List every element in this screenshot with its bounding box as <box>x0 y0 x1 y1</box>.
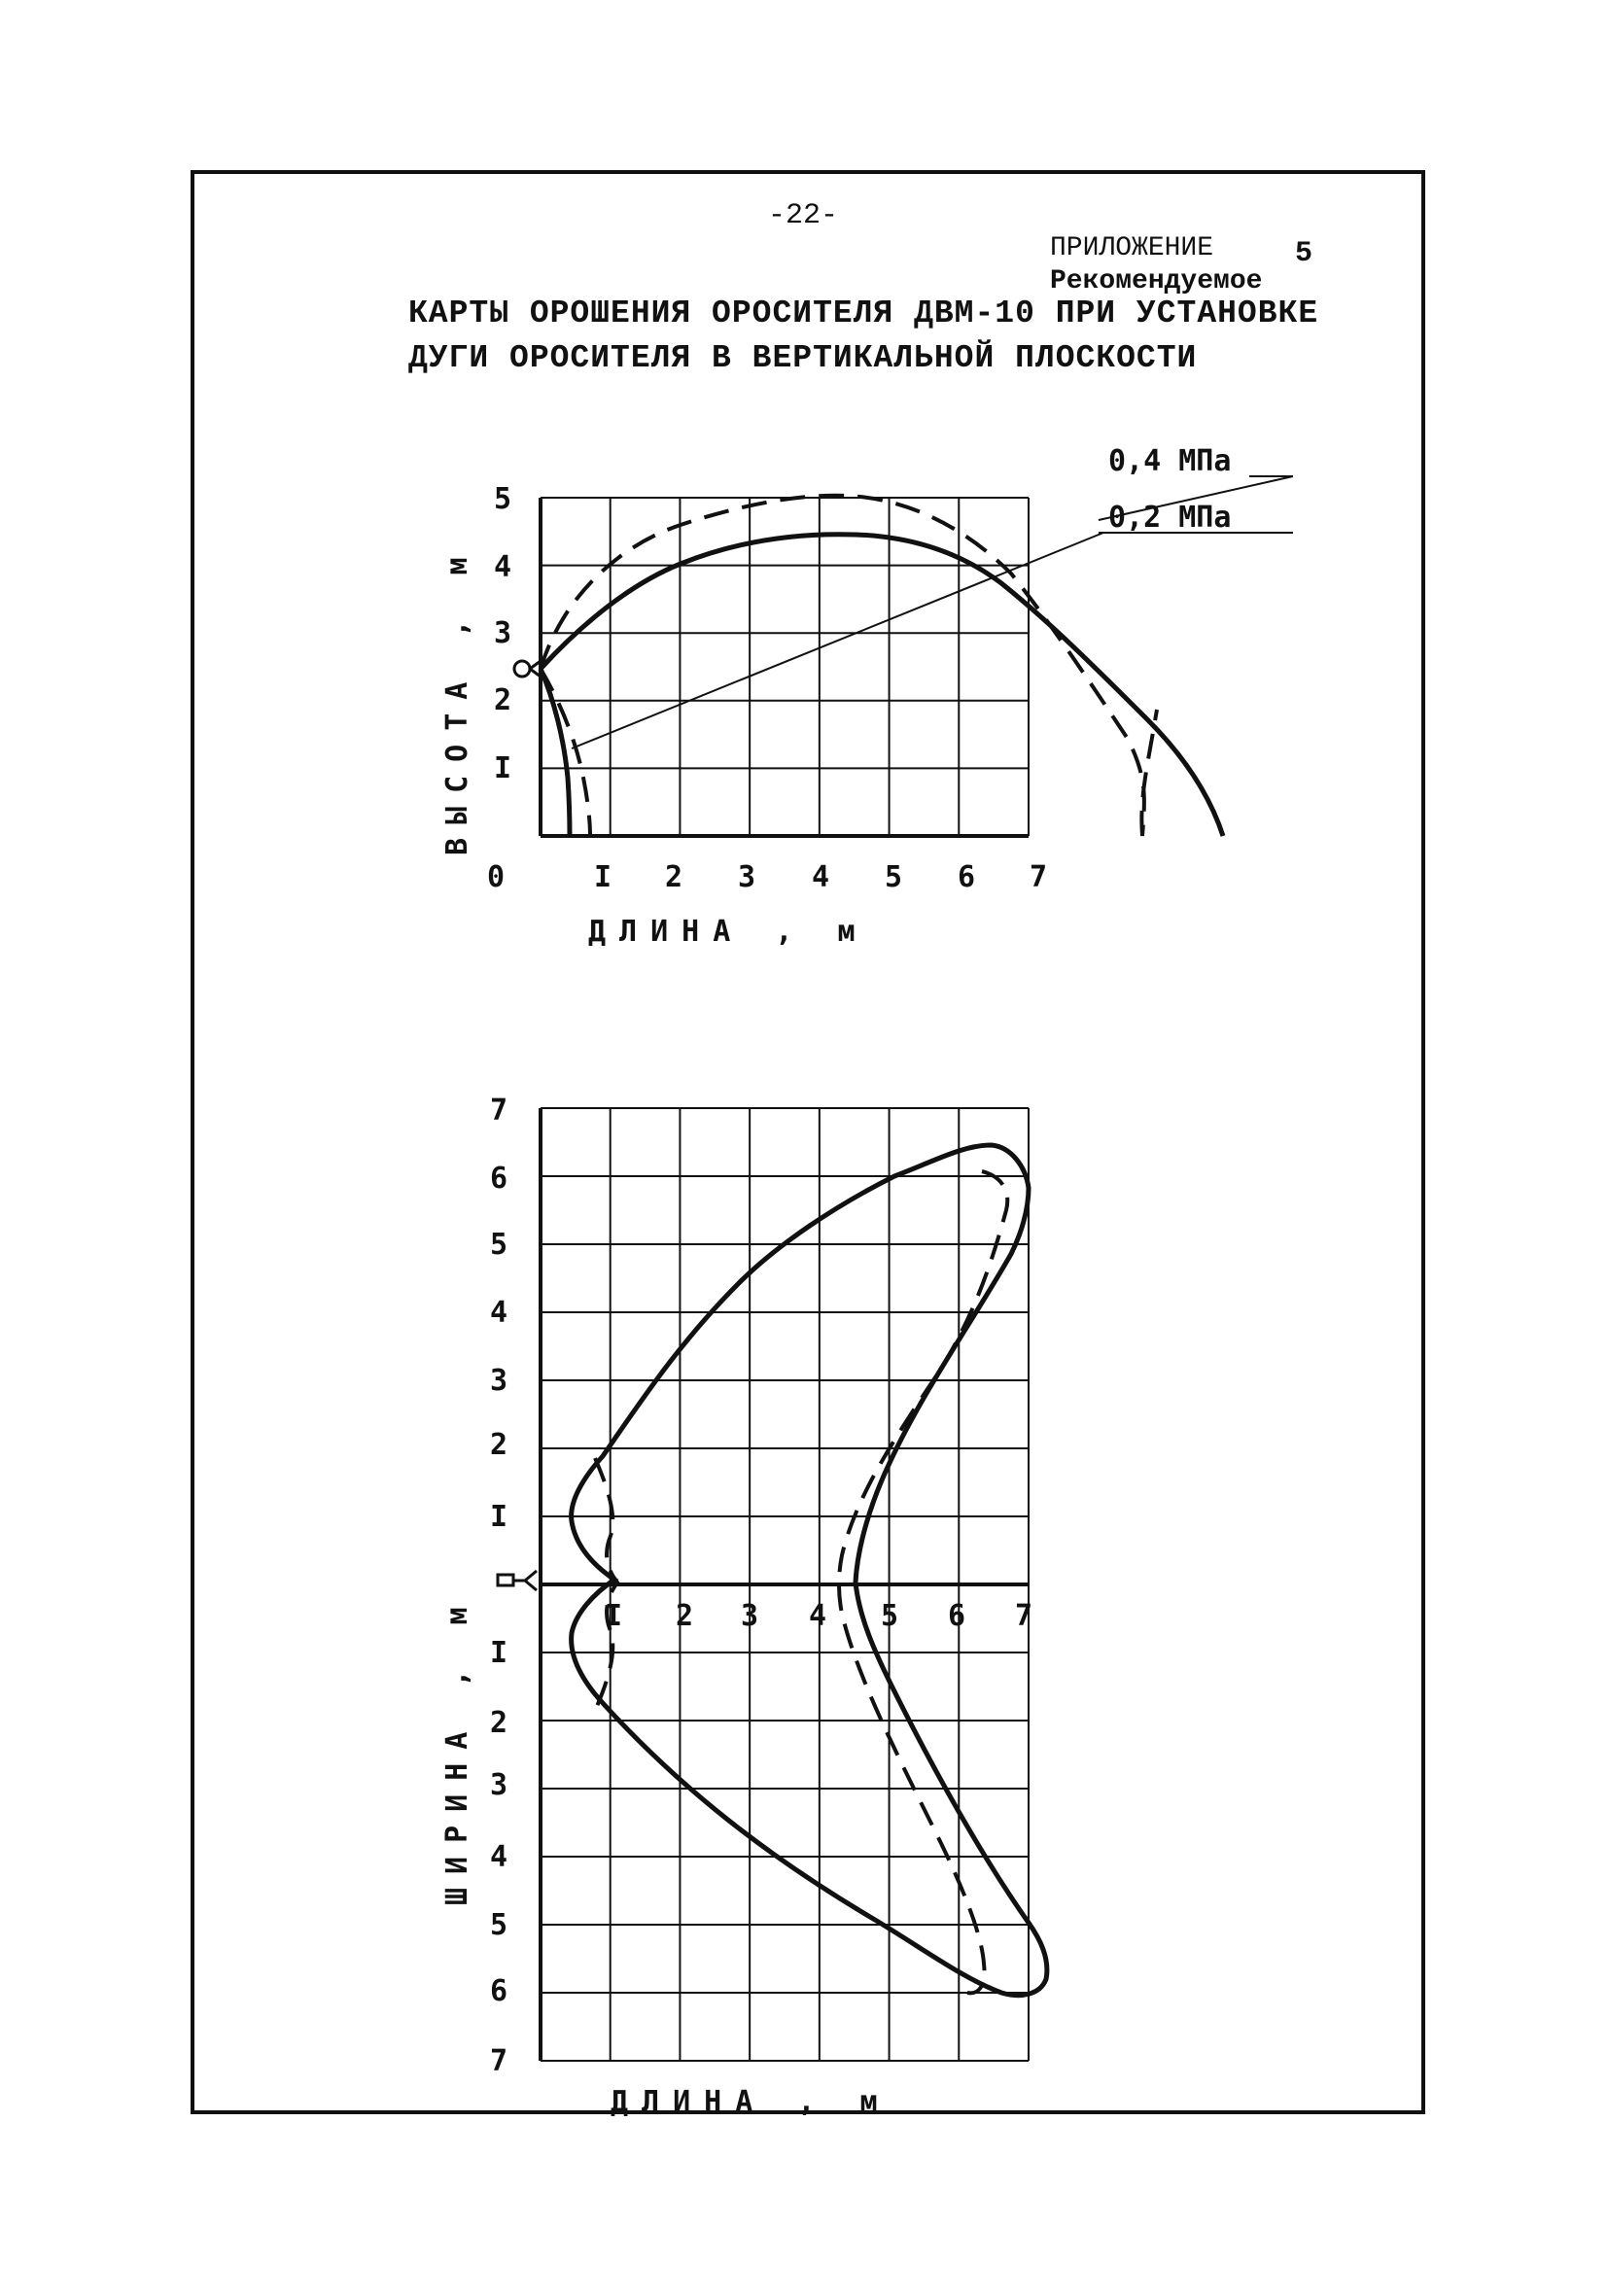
appendix-label: ПРИЛОЖЕНИЕ <box>1050 233 1214 263</box>
top-xtick-6: 6 <box>958 860 976 894</box>
top-xtick-5: 5 <box>885 860 903 894</box>
top-xtick-3: 3 <box>738 860 756 894</box>
bot-ytick-up-2: 2 <box>490 1428 508 1462</box>
top-ytick-4: 4 <box>494 550 512 584</box>
bot-ytick-low-7: 7 <box>490 2044 508 2078</box>
top-ytick-5: 5 <box>494 482 512 516</box>
title-line-1: КАРТЫ ОРОШЕНИЯ ОРОСИТЕЛЯ ДВМ-10 ПРИ УСТАНОВКЕ <box>408 296 1319 331</box>
bot-xtick-3: 3 <box>741 1599 759 1633</box>
appendix-kind: Рекомендуемое <box>1050 266 1263 296</box>
top-ytick-1: I <box>494 751 512 785</box>
top-xtick-2: 2 <box>665 860 683 894</box>
bot-ytick-up-7: 7 <box>490 1094 508 1128</box>
top-curve-0-4-mpa-dashed <box>541 496 1157 836</box>
page-number: -22- <box>768 199 839 232</box>
bot-ytick-up-4: 4 <box>490 1296 508 1330</box>
bot-xtick-1: I <box>605 1599 623 1633</box>
bot-ytick-low-3: 3 <box>490 1768 508 1802</box>
bot-xtick-2: 2 <box>676 1599 694 1633</box>
bot-ytick-up-1: I <box>490 1500 508 1534</box>
legend-0-4-mpa: 0,4 МПа <box>1108 444 1232 478</box>
top-xtick-0: 0 <box>487 860 506 894</box>
bot-ytick-low-2: 2 <box>490 1706 508 1740</box>
bot-ytick-low-5: 5 <box>490 1908 508 1942</box>
top-xtick-7: 7 <box>1030 860 1048 894</box>
top-ytick-3: 3 <box>494 616 512 650</box>
bot-xlabel: ДЛИНА , м <box>611 2085 891 2119</box>
bot-ytick-low-1: I <box>490 1636 508 1670</box>
title-line-2: ДУГИ ОРОСИТЕЛЯ В ВЕРТИКАЛЬНОЙ ПЛОСКОСТИ <box>408 340 1198 376</box>
top-xtick-1: I <box>594 860 612 894</box>
top-chart-grid <box>541 498 1029 836</box>
top-xlabel: ДЛИНА , м <box>588 915 869 949</box>
top-xtick-4: 4 <box>812 860 830 894</box>
bot-xtick-6: 6 <box>948 1599 966 1633</box>
top-ylabel: ВЫСОТА , м <box>440 543 474 855</box>
bot-ytick-up-3: 3 <box>490 1364 508 1398</box>
bot-ylabel: ШИРИНА , м <box>440 1593 474 1905</box>
bottom-chart <box>440 1094 1047 2119</box>
top-curve-0-2-mpa-solid <box>541 535 1223 836</box>
bot-ytick-up-5: 5 <box>490 1228 508 1262</box>
bot-ytick-up-6: 6 <box>490 1162 508 1196</box>
bot-ytick-low-6: 6 <box>490 1974 508 2008</box>
appendix-number: 5 <box>1295 237 1313 270</box>
top-ytick-2: 2 <box>494 683 512 717</box>
sprinkler-symbol-bottom <box>498 1571 537 1590</box>
bottom-curve-0-2-mpa-solid <box>572 1145 1047 1996</box>
top-chart <box>440 444 1293 949</box>
bot-xtick-4: 4 <box>809 1599 827 1633</box>
bot-ytick-low-4: 4 <box>490 1840 508 1874</box>
legend-0-2-mpa: 0,2 МПа <box>1108 501 1232 535</box>
bot-xtick-5: 5 <box>881 1599 899 1633</box>
sprinkler-symbol-top <box>514 661 541 677</box>
bottom-curve-0-4-mpa-dashed <box>595 1171 1007 1993</box>
bot-xtick-7: 7 <box>1015 1599 1033 1633</box>
